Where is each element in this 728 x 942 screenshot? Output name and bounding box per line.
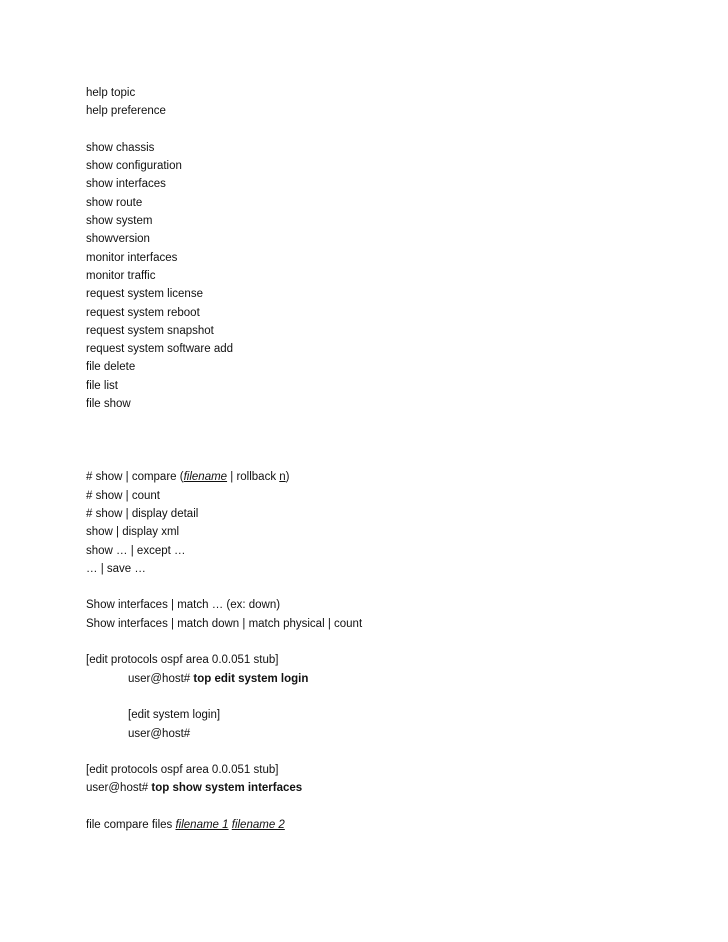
help-line: help preference <box>86 105 166 118</box>
file-compare-line <box>86 816 686 834</box>
command-line: file show <box>86 398 131 411</box>
compare-suffix: ) <box>285 471 290 484</box>
command-line: show configuration <box>86 160 182 173</box>
command-line: request system software add <box>86 343 234 356</box>
compare-line <box>86 468 686 486</box>
spacer <box>86 413 686 468</box>
spacer <box>86 121 686 139</box>
prompt-command: top show system interfaces <box>151 782 303 795</box>
command-line: show chassis <box>86 141 155 154</box>
match-line: Show interfaces | match down | match physical | count <box>86 617 363 630</box>
command-line: file list <box>86 379 118 392</box>
compare-middle: | rollback <box>227 471 280 484</box>
command-line: request system reboot <box>86 306 200 319</box>
prompt: user@host# <box>128 672 194 685</box>
compare-prefix: # show | compare ( <box>86 471 184 484</box>
edit-context-line: [edit system login] <box>128 709 221 722</box>
rollback-n-placeholder: n <box>279 471 286 484</box>
prompt-command: top edit system login <box>193 672 309 685</box>
command-line: monitor interfaces <box>86 251 178 264</box>
pipe-line: … | save … <box>86 562 146 575</box>
pipe-line: show | display xml <box>86 526 180 539</box>
command-line: request system snapshot <box>86 324 214 337</box>
edit-context-line: [edit protocols ospf area 0.0.051 stub] <box>86 764 279 777</box>
command-line: request system license <box>86 288 203 301</box>
filename-placeholder: filename <box>183 471 228 484</box>
command-line: show route <box>86 196 143 209</box>
spacer <box>86 578 686 596</box>
pipe-line: # show | display detail <box>86 507 199 520</box>
spacer <box>86 798 686 816</box>
filename-2-placeholder: filename 2 <box>231 818 285 831</box>
filename-1-placeholder: filename 1 <box>175 818 229 831</box>
pipe-line: # show | count <box>86 489 160 502</box>
command-line: show interfaces <box>86 178 166 191</box>
spacer <box>86 743 686 761</box>
spacer <box>86 633 686 651</box>
prompt-line <box>86 670 686 688</box>
command-line: monitor traffic <box>86 269 156 282</box>
file-compare-prefix: file compare files <box>86 818 176 831</box>
prompt-line <box>86 779 686 797</box>
document-body <box>86 84 686 834</box>
command-line: show system <box>86 215 153 228</box>
command-line: file delete <box>86 361 136 374</box>
command-line: showversion <box>86 233 150 246</box>
prompt-line: user@host# <box>128 727 191 740</box>
edit-context-line: [edit protocols ospf area 0.0.051 stub] <box>86 654 279 667</box>
spacer <box>86 688 686 706</box>
prompt: user@host# <box>86 782 152 795</box>
pipe-line: show … | except … <box>86 544 186 557</box>
match-line: Show interfaces | match … (ex: down) <box>86 599 281 612</box>
command-list <box>86 139 686 413</box>
help-line: help topic <box>86 87 136 99</box>
